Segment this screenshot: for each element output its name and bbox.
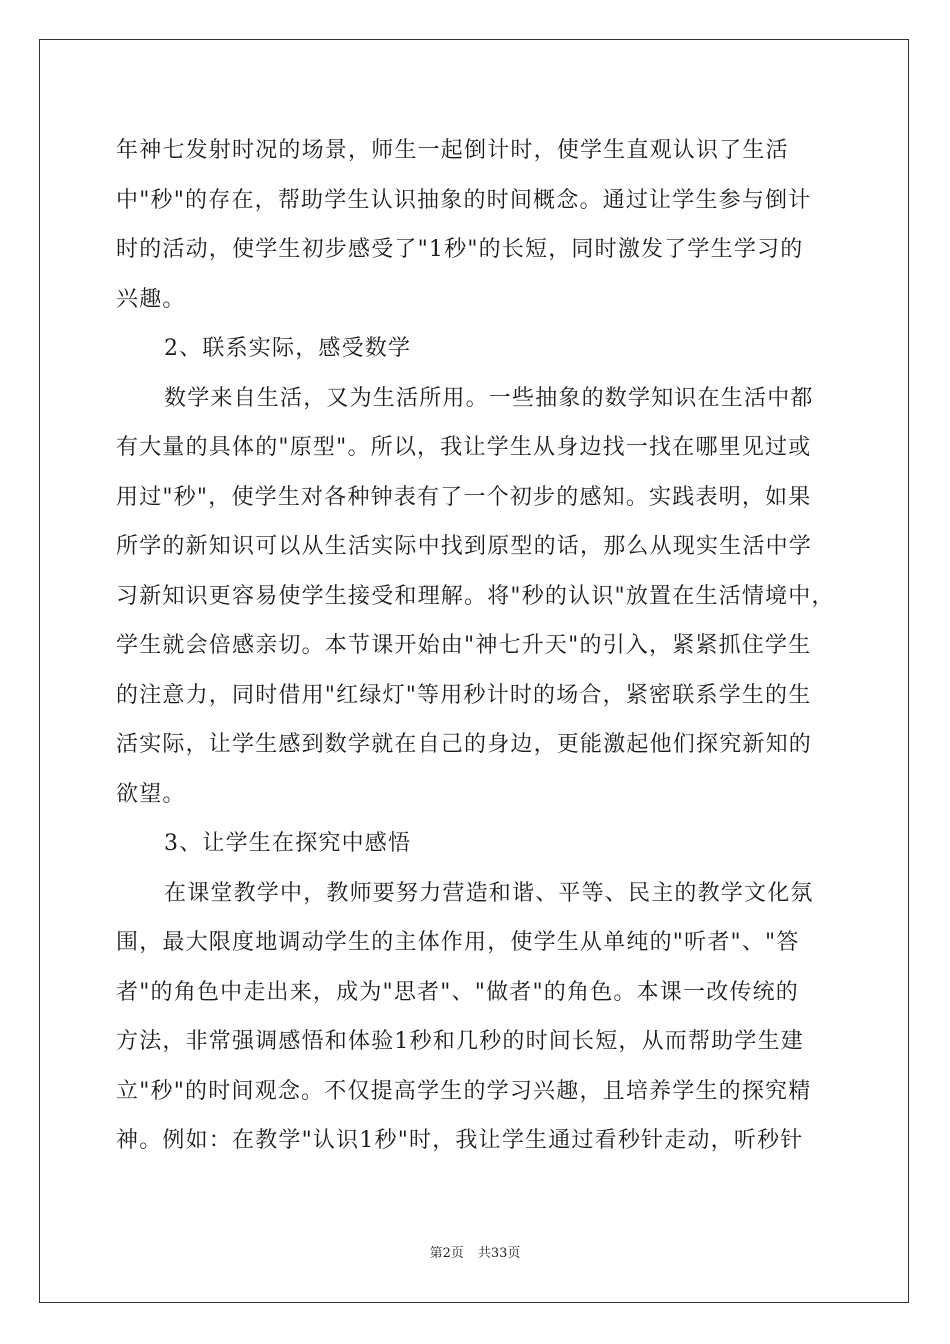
text-line: 有大量的具体的"原型"。所以，我让学生从身边找一找在哪里见过或 <box>116 435 812 460</box>
total-pages-label: 共33页 <box>477 1246 521 1261</box>
text-line: 用过"秒"，使学生对各种钟表有了一个初步的感知。实践表明，如果 <box>116 484 812 510</box>
document-body <box>116 126 836 1166</box>
text-line: 数学来自生活，又为生活所用。一些抽象的数学知识在生活中都 <box>164 385 814 411</box>
text-line: 所学的新知识可以从生活实际中找到原型的话，那么从现实生活中学 <box>116 534 813 559</box>
text-line: 者"的角色中走出来，成为"思者"、"做者"的角色。本课一改传统的 <box>116 979 799 1005</box>
text-line: 学生就会倍感亲切。本节课开始由"神七升天"的引入，紧紧抓住学生 <box>116 633 812 658</box>
text-line: 围，最大限度地调动学生的主体作用，使学生从单纯的"听者"、"答 <box>116 930 800 955</box>
text-line: 在课堂教学中，教师要努力营造和谐、平等、民主的教学文化氛 <box>164 880 814 906</box>
text-line: 神。例如：在教学"认识1秒"时，我让学生通过看秒针走动，听秒针 <box>116 1128 804 1153</box>
text-line: 活实际，让学生感到数学就在自己的身边，更能激起他们探究新知的 <box>116 732 813 757</box>
page-footer <box>0 1244 950 1264</box>
text-line: 兴趣。 <box>116 286 186 312</box>
text-line: 的注意力，同时借用"红绿灯"等用秒计时的场合，紧密联系学生的生 <box>116 682 812 708</box>
text-line: 2、联系实际，感受数学 <box>164 336 412 361</box>
current-page-label: 第2页 <box>429 1246 464 1261</box>
text-line: 欲望。 <box>116 781 186 807</box>
text-line: 3、让学生在探究中感悟 <box>164 831 412 856</box>
text-line: 习新知识更容易使学生接受和理解。将"秒的认识"放置在生活情境中， <box>116 583 835 609</box>
text-line: 时的活动，使学生初步感受了"1秒"的长短，同时激发了学生学习的 <box>116 237 804 262</box>
text-line: 方法，非常强调感悟和体验1秒和几秒的时间长短，从而帮助学生建 <box>116 1029 804 1054</box>
text-line: 中"秒"的存在，帮助学生认识抽象的时间概念。通过让学生参与倒计 <box>116 187 812 213</box>
text-line: 立"秒"的时间观念。不仅提高学生的学习兴趣，且培养学生的探究精 <box>116 1078 812 1104</box>
text-line: 年神七发射时况的场景，师生一起倒计时，使学生直观认识了生活 <box>116 138 789 163</box>
